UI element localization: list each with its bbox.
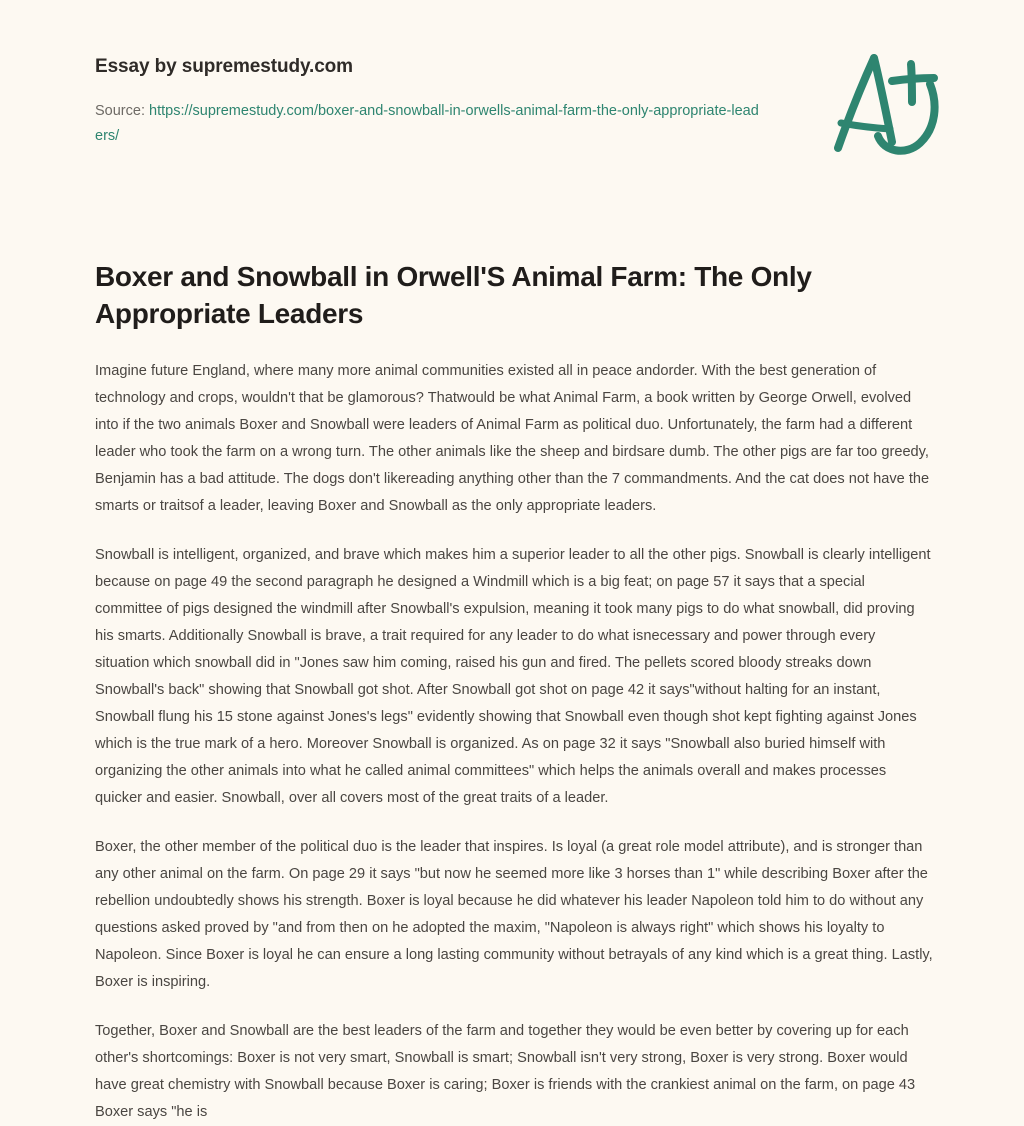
essay-paragraph: Boxer, the other member of the political duo is the leader that inspires. Is loyal (a great role model attribute), and is stronger than any other animal on the farm. On page 29 it says "but now he seemed more like 3 horses than 1" while describing Boxer after the rebellion undoubtedly shows his strength. Boxer is loyal because he did whatever his leader Napoleon told him to do without any questions asked proved by "and from then on he adopted the maxim, "Napoleon is always right" which shows his loyalty to Napoleon. Since Boxer is loyal he can ensure a long lasting community without betrayals of any kind which is a great thing. Lastly, Boxer is inspiring. — [95, 839, 933, 991]
source-line — [95, 99, 760, 149]
page-title: Boxer and Snowball in Orwell'S Animal Farm: The Only Appropriate Leaders — [95, 261, 812, 330]
essay-paragraph: Imagine future England, where many more animal communities existed all in peace andorder. With the best generation of technology and crops, wouldn't that be glamorous? Thatwould be what Animal Farm, a book written by George Orwell, evolved into if the two animals Boxer and Snowball were leaders of Animal Farm as political duo. Unfortunately, the farm had a different leader who took the farm on a wrong turn. The other animals like the sheep and birdsare dumb. The other pigs are far too greedy, Benjamin has a bad attitude. The dogs don't likereading anything other than the 7 commandments. And the cat does not have the smarts or traitsof a leader, leaving Boxer and Snowball as the only appropriate leaders. — [95, 363, 930, 515]
essay-content — [95, 258, 933, 1126]
source-url-link[interactable]: https://supremestudy.com/boxer-and-snowball-in-orwells-animal-farm-the-only-appropriate-leaders/ — [95, 102, 759, 144]
essay-paragraph: Together, Boxer and Snowball are the best leaders of the farm and together they would be even better by covering up for each other's shortcomings: Boxer is not very smart, Snowball is smart; Snowball isn't very strong, Boxer is very strong. Boxer would have great chemistry with Snowball because Boxer is caring; Boxer is friends with the crankiest animal on the farm, on page 43 Boxer says "he is — [95, 1023, 916, 1121]
essay-body — [95, 358, 933, 1126]
essay-paragraph: Snowball is intelligent, organized, and brave which makes him a superior leader to all the other pigs. Snowball is clearly intelligent because on page 49 the second paragraph he designed a Windmill which is a big feat; on page 57 it says that a special committee of pigs designed the windmill after Snowball's expulsion, meaning it took many pigs to do what snowball, did proving his smarts. Additionally Snowball is brave, a trait required for any leader to do what isnecessary and power through every situation which snowball did in "Jones saw him coming, raised his gun and fired. The pellets scored bloody streaks down Snowball's back" showing that Snowball got shot. After Snowball got shot on page 42 it says"without halting for an instant, Snowball flung his 15 stone against Jones's legs" evidently showing that Snowball even though shot kept fighting against Jones which is the true mark of a hero. Moreover Snowball is organized. As on page 32 it says "Snowball also buried himself with organizing the other animals into what he called animal committees" which helps the animals overall and makes processes quicker and easier. Snowball, over all covers most of the great traits of a leader. — [95, 547, 931, 807]
site-attribution-title: Essay by supremestudy.com — [95, 56, 353, 77]
a-plus-logo[interactable] — [812, 48, 952, 168]
page-header — [95, 56, 935, 149]
source-label: Source: — [95, 102, 145, 119]
